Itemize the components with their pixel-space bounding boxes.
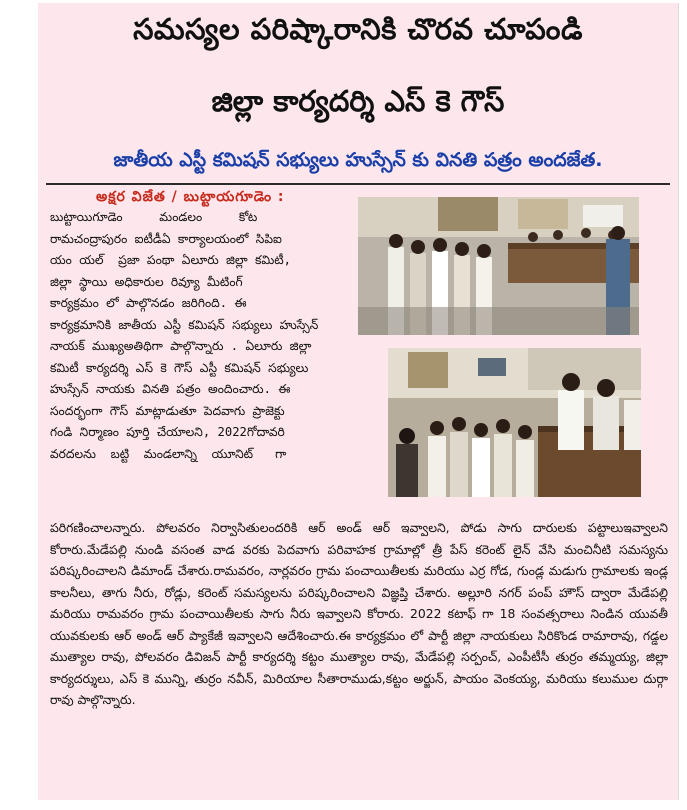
meeting-hall-image <box>358 197 639 335</box>
left-column-line: హుస్సేన్ నాయకు వినతి పత్రం అందించారు. ఈ <box>50 382 291 396</box>
meeting-photo-2 <box>388 348 641 497</box>
left-column-line: వరదలను బట్టి మండలాన్ని యూనిట్ గా <box>50 446 287 461</box>
left-column-line: గండి నిర్మాణం పూర్తి చేయాలని, 2022గోదావరి <box>50 425 285 439</box>
left-column-line: యం యల్ ప్రజా పంథా ఏలూరు జిల్లా కమిటీ, <box>50 253 292 267</box>
left-column-line: సందర్భంగా గౌస్ మాట్లాడుతూ పెదవాగు ప్రాజెక్టు <box>50 403 285 418</box>
left-column-line: కమిటీ కార్యదర్శి ఎస్ కె గౌస్ ఎస్టీ కమిషన్ సభ్యులు <box>50 360 309 375</box>
news-clipping <box>38 3 679 800</box>
memorandum-handover-image <box>388 348 641 497</box>
subheadline: జాతీయ ఎస్టీ కమిషన్ సభ్యులు హుస్సేన్ కు వినతి పత్రం అందజేత. <box>113 149 603 171</box>
left-column-line: నాయక్ ముఖ్యఅతిథిగా పాల్గొన్నారు . ఏలూరు జిల్లా <box>50 339 312 353</box>
left-column-line: రామచంద్రాపురం ఐటీడీఏ కార్యాలయంలో సిపిఐ <box>50 231 282 246</box>
headline-line-2: జిల్లా కార్యదర్శి ఎస్ కె గౌస్ <box>211 84 505 118</box>
divider-rule <box>46 183 670 185</box>
dateline: అక్షర విజేత / బుట్టాయగూడెం : <box>96 189 285 205</box>
meeting-photo-1 <box>358 197 639 335</box>
left-column-line: జిల్లా స్థాయి అధికారుల రివ్యూ మీటింగ్ <box>50 274 243 289</box>
left-column-line: కార్యక్రమం లో పాల్గొనడం జరిగింది. ఈ <box>50 296 247 310</box>
full-width-text: పరిగణించాలన్నారు. పోలవరం నిర్వాసితులందరికి ఆర్ అండ్ ఆర్ ఇవ్వాలని, పోడు సాగు దారులకు పట్టాలుఇవ్వాలని కోరారు.మేడేపల్లి నుండి వసంత వాడ వరకు పెదవాగు పరివాహక గ్రామాల్లో త్రీ పేస్ కరెంట్ లైన్ వేసి మంచినీటి సమస్యను పరిష్కరించాలని డిమాండ్ చేశారు.రామవరం, నార్లవరం గ్రామ పంచాయితీలకు మరియు ఎర్ర గోడ, గుండ్ల మడుగు గ్రామాలకు ఇండ్ల కాలనీలు, తాగు నీరు, రోడ్లు, కరెంట్ సమస్యలను పరిష్కరించాలని విజ్ఞప్తి చేశారు. అల్లూరి నగర్ పంప్ హౌస్ ద్వారా మేడేపల్లి మరియు రామవరం గ్రామ పంచాయితీలకు సాగు నీరు ఇవ్వాలని కోరారు. 2022 కటాఫ్ గా 18 సంవత్సరాలు నిండిన యువతీ యువకులకు ఆర్ అండ్ ఆర్ ప్యాకేజీ ఇవ్వాలని ఆదేశించారు.ఈ కార్యక్రమం లో పార్టీ జిల్లా నాయకులు సిరికొండ రామారావు, గడ్డల ముత్యాల రావు, పోలవరం డివిజన్ పార్టీ కార్యదర్శి కట్టం ముత్యాల రావు, మేడేపల్లి సర్పంచ్, ఎంపీటీసీ తుర్రం తమ్మయ్య, జిల్లా కార్యదర్శులు, ఎస్ కె మున్ని, తుర్రం నవీన్, మిరియాల సీతారాముడు,కట్టం అర్జున్, పాయం వెంకయ్య, మరియు కలుముల దుర్గా రావు పాల్గొన్నారు. <box>50 520 668 707</box>
headline-line-1: సమస్యల పరిష్కారానికి చొరవ చూపండి <box>133 12 583 46</box>
left-column-line: బుట్టాయిగూడెం మండలం కోట <box>50 210 258 224</box>
left-column-line: కార్యక్రమానికి జాతీయ ఎస్టీ కమిషన్ సభ్యులు హుస్సేన్ <box>50 317 319 332</box>
left-column-text <box>50 207 318 465</box>
